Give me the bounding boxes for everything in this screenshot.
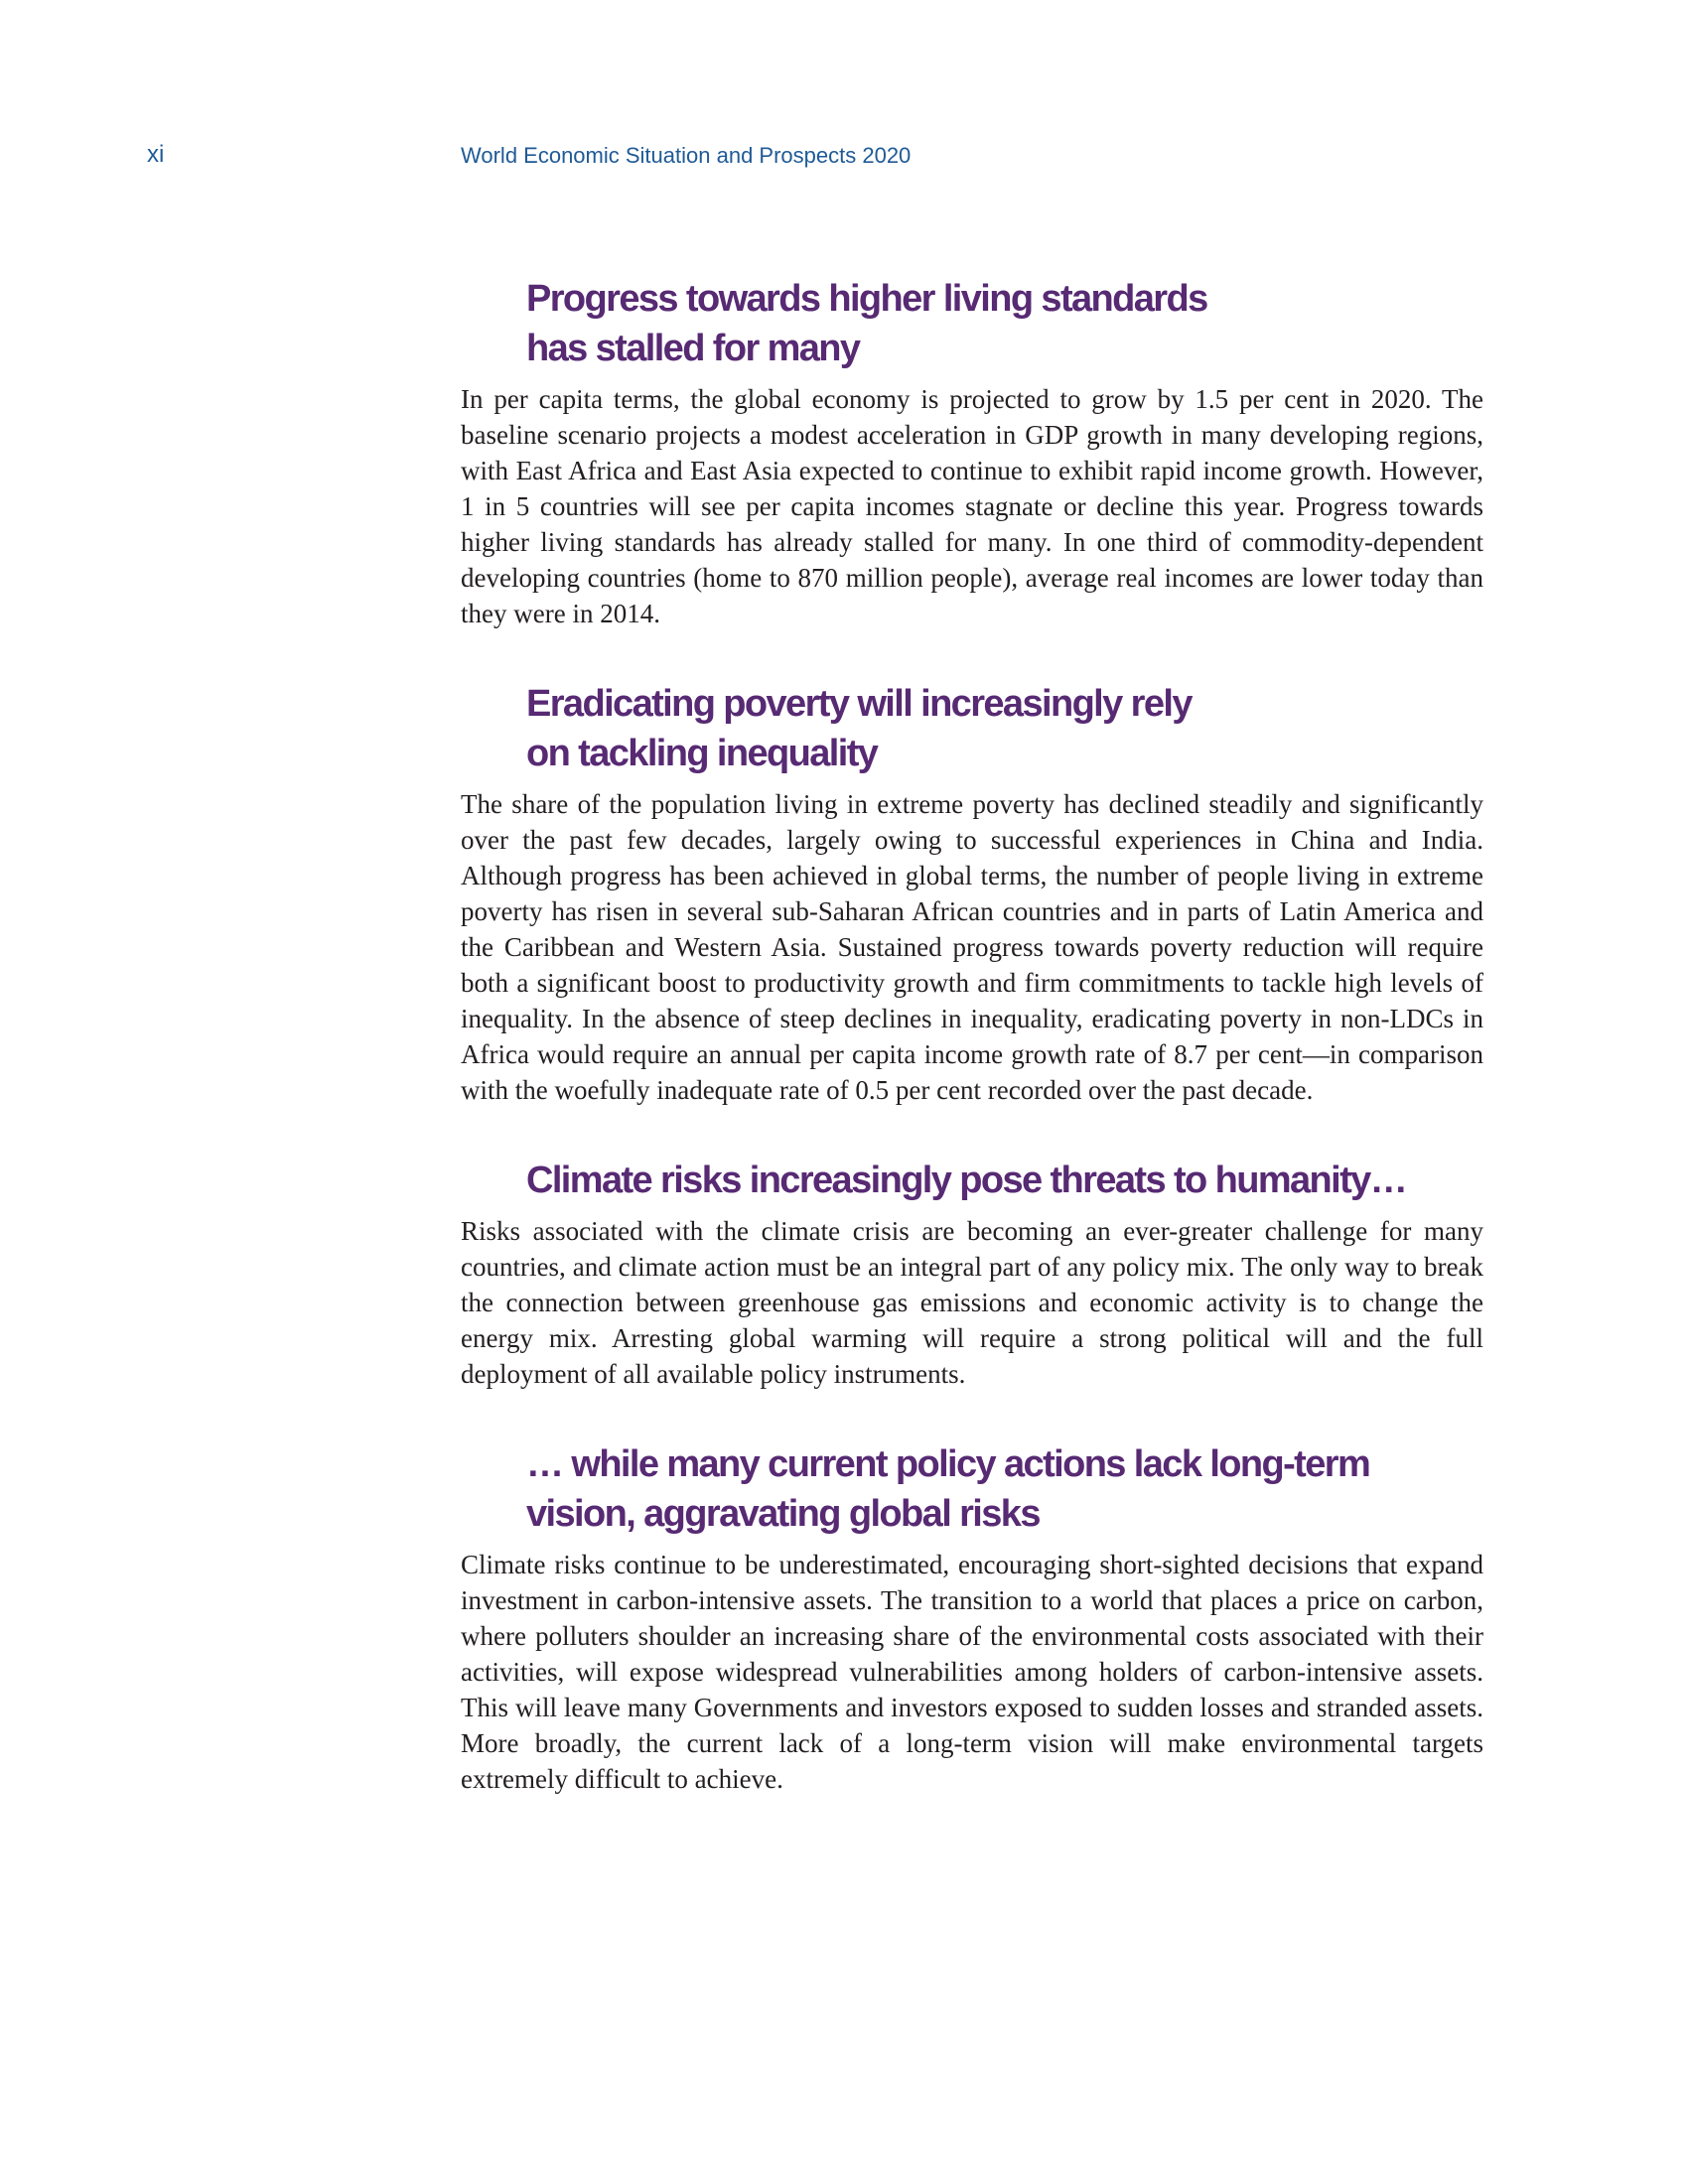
heading-line: Eradicating poverty will increasingly rely [526, 683, 1192, 725]
section-living-standards [461, 274, 1483, 631]
section-heading [526, 1156, 1420, 1205]
section-poverty-inequality [461, 679, 1483, 1108]
heading-line: vision, aggravating global risks [526, 1493, 1040, 1535]
heading-line: … while many current policy actions lack long-term [526, 1443, 1370, 1485]
heading-line: on tackling inequality [526, 733, 878, 774]
section-climate-risks [461, 1156, 1483, 1392]
section-paragraph: The share of the population living in extreme poverty has declined steadily and significantly over the past few decades, largely owing to successful experiences in China and India. Although progress has been achieved in global terms, the number of people living in extreme poverty has risen in several sub-Saharan African countries and in parts of Latin America and the Caribbean and Western Asia. Sustained progress towards poverty reduction will require both a significant boost to productivity growth and firm commitments to tackle high levels of inequality. In the absence of steep declines in inequality, eradicating poverty in non-LDCs in Africa would require an annual per capita income growth rate of 8.7 per cent—in comparison with the woefully inadequate rate of 0.5 per cent recorded over the past decade. [461, 789, 1483, 1105]
heading-line: Climate risks increasingly pose threats to humanity… [526, 1160, 1407, 1201]
heading-line: Progress towards higher living standards [526, 278, 1207, 320]
section-policy-actions [461, 1439, 1483, 1797]
section-heading [526, 679, 1420, 778]
section-paragraph: Climate risks continue to be underestimated, encouraging short-sighted decisions that expand investment in carbon-intensive assets. The transition to a world that places a price on carbon, where polluters shoulder an increasing share of the environmental costs associated with their activities, will expose widespread vulnerabilities among holders of carbon-intensive assets. This will leave many Governments and investors exposed to sudden losses and stranded assets. More broadly, the current lack of a long-term vision will make environmental targets extremely difficult to achieve. [461, 1550, 1483, 1794]
running-head: World Economic Situation and Prospects 2020 [461, 143, 912, 168]
section-heading [526, 1439, 1420, 1539]
section-heading [526, 274, 1420, 373]
page-content [461, 274, 1483, 1844]
section-paragraph: Risks associated with the climate crisis are becoming an ever-greater challenge for many countries, and climate action must be an integral part of any policy mix. The only way to break the connection between greenhouse gas emissions and economic activity is to change the energy mix. Arresting global warming will require a strong political will and the full deployment of all available policy instruments. [461, 1216, 1483, 1389]
page-number: xi [147, 141, 165, 168]
section-paragraph: In per capita terms, the global economy is projected to grow by 1.5 per cent in 2020. The baseline scenario projects a modest acceleration in GDP growth in many developing regions, with East Africa and East Asia expected to continue to exhibit rapid income growth. However, 1 in 5 countries will see per capita incomes stagnate or decline this year. Progress towards higher living standards has already stalled for many. In one third of commodity-dependent developing countries (home to 870 million people), average real incomes are lower today than they were in 2014. [461, 384, 1483, 628]
heading-line: has stalled for many [526, 328, 860, 369]
